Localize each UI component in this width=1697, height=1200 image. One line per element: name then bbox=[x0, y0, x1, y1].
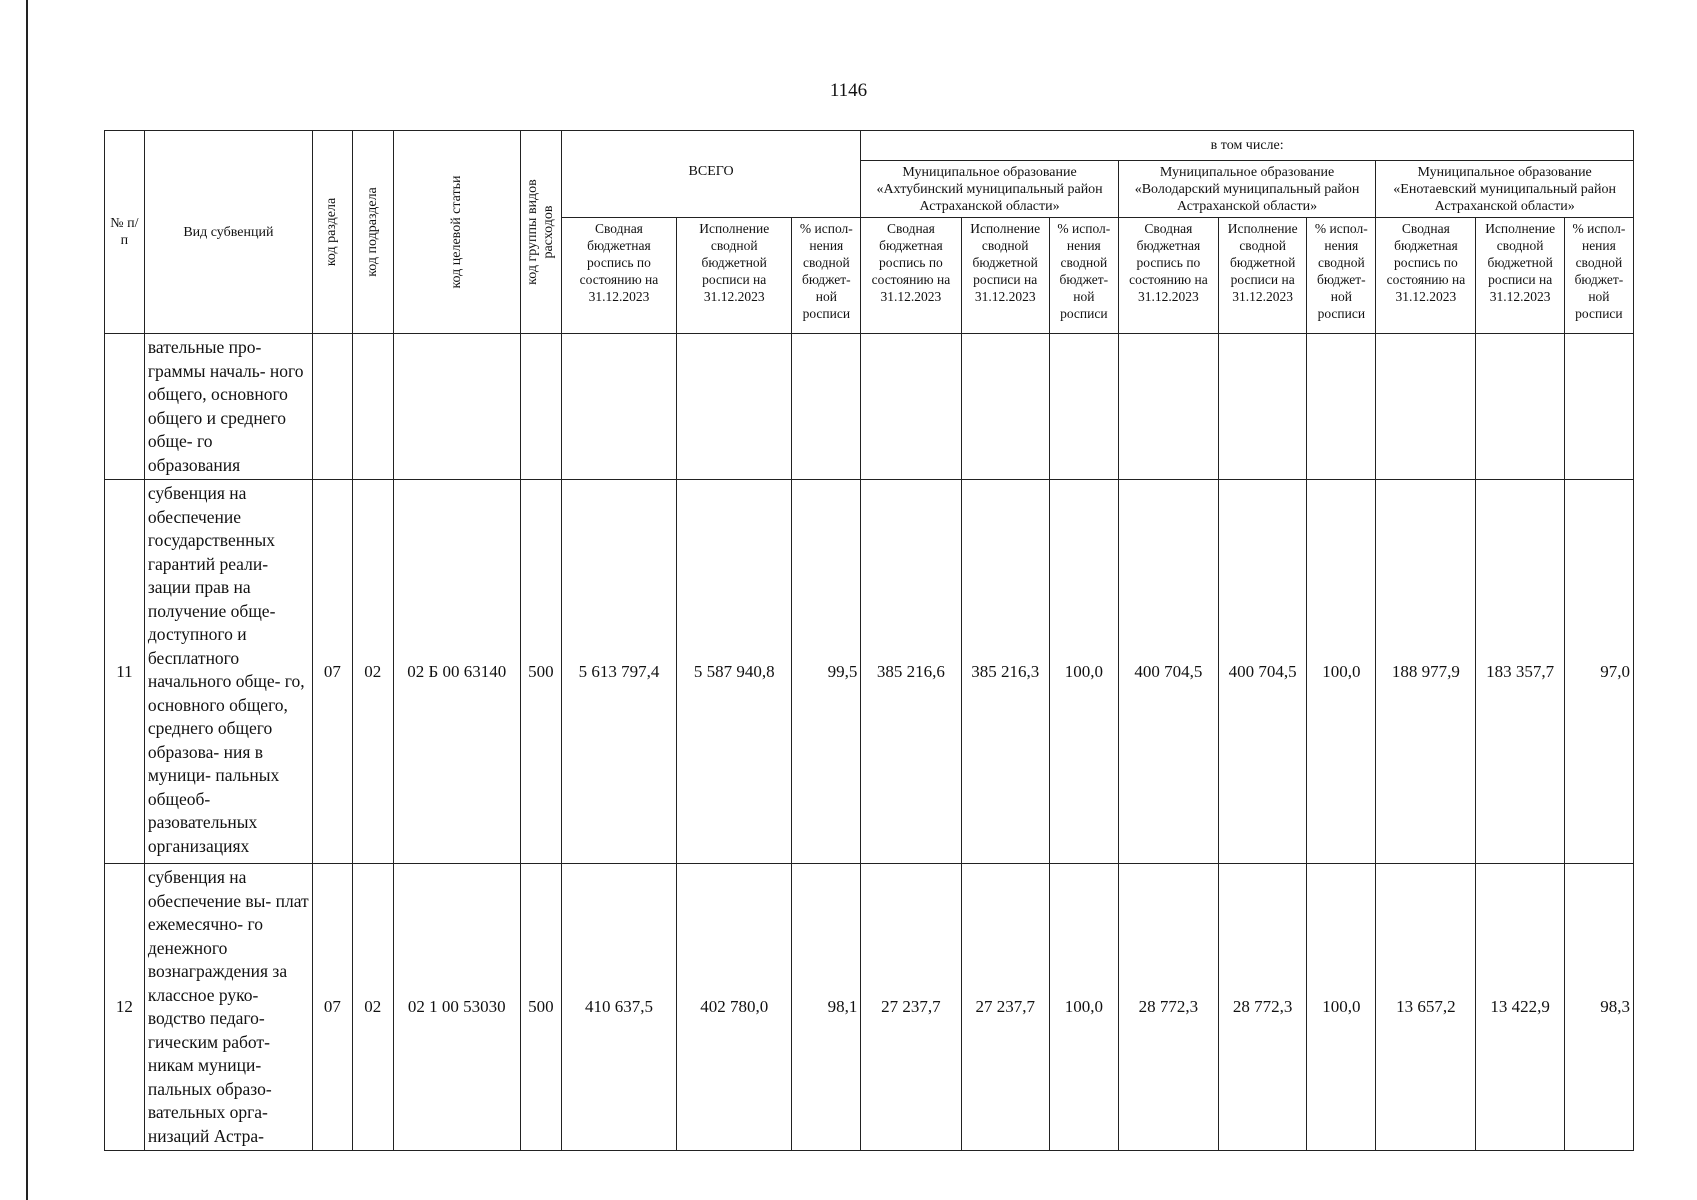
header-mo-volodarsky: Муниципальное образование «Володарский муниципальный район Астраханской области» bbox=[1118, 161, 1375, 218]
cell-m1-fact bbox=[961, 334, 1049, 480]
cell-razdel: 07 bbox=[312, 480, 352, 864]
cell-n: 12 bbox=[105, 864, 145, 1151]
cell-m2-pct: 100,0 bbox=[1307, 480, 1376, 864]
cell-total-plan bbox=[561, 334, 676, 480]
header-vid: Вид субвенций bbox=[144, 131, 312, 334]
header-kod-podrazdela: код подраздела bbox=[352, 131, 393, 334]
header-v-tom-chisle: в том числе: bbox=[861, 131, 1634, 161]
binding-line bbox=[26, 0, 28, 1200]
header-mo-enotaevsky: Муниципальное образование «Енотаевский муниципальный район Астраханской области» bbox=[1376, 161, 1634, 218]
cell-vid: субвенция на обеспечение государственных гарантий реали- зации прав на получение обще- доступного и бесплатного начального обще- го, основного общего, среднего общего образова- ния в муници- пальных общеоб- разовательных организациях bbox=[144, 480, 312, 864]
cell-m3-fact: 183 357,7 bbox=[1476, 480, 1564, 864]
header-m2-fact: Исполнение сводной бюджетной росписи на 31.12.2023 bbox=[1219, 218, 1307, 334]
cell-podrazdel: 02 bbox=[352, 480, 393, 864]
cell-m2-fact bbox=[1219, 334, 1307, 480]
cell-m3-plan: 188 977,9 bbox=[1376, 480, 1476, 864]
cell-m1-plan: 27 237,7 bbox=[861, 864, 961, 1151]
budget-table bbox=[104, 130, 1634, 1151]
cell-m2-fact: 28 772,3 bbox=[1219, 864, 1307, 1151]
cell-total-pct: 99,5 bbox=[792, 480, 861, 864]
table-row bbox=[105, 480, 1634, 864]
cell-celevaya: 02 Б 00 63140 bbox=[393, 480, 520, 864]
header-kod-gruppy: код группы видов расходов bbox=[520, 131, 561, 334]
cell-podrazdel bbox=[352, 334, 393, 480]
page-number: 1146 bbox=[829, 80, 868, 101]
header-m2-plan: Сводная бюджетная роспись по состоянию на 31.12.2023 bbox=[1118, 218, 1218, 334]
cell-m2-plan bbox=[1118, 334, 1218, 480]
cell-m2-pct: 100,0 bbox=[1307, 864, 1376, 1151]
header-m1-plan: Сводная бюджетная роспись по состоянию на 31.12.2023 bbox=[861, 218, 961, 334]
cell-m1-plan bbox=[861, 334, 961, 480]
cell-total-fact: 402 780,0 bbox=[677, 864, 792, 1151]
header-m2-pct: % испол- нения сводной бюджет- ной росписи bbox=[1307, 218, 1376, 334]
cell-m1-fact: 27 237,7 bbox=[961, 864, 1049, 1151]
cell-total-fact bbox=[677, 334, 792, 480]
cell-m3-plan: 13 657,2 bbox=[1376, 864, 1476, 1151]
header-m1-fact: Исполнение сводной бюджетной росписи на 31.12.2023 bbox=[961, 218, 1049, 334]
cell-celevaya bbox=[393, 334, 520, 480]
cell-celevaya: 02 1 00 53030 bbox=[393, 864, 520, 1151]
header-m1-pct: % испол- нения сводной бюджет- ной росписи bbox=[1049, 218, 1118, 334]
cell-total-fact: 5 587 940,8 bbox=[677, 480, 792, 864]
cell-m3-fact bbox=[1476, 334, 1564, 480]
table-row bbox=[105, 334, 1634, 480]
header-kod-celevoy-stati: код целевой статьи bbox=[393, 131, 520, 334]
header-total-plan: Сводная бюджетная роспись по состоянию на 31.12.2023 bbox=[561, 218, 676, 334]
cell-gruppa bbox=[520, 334, 561, 480]
cell-m3-pct bbox=[1564, 334, 1633, 480]
header-mo-akhtubinsky: Муниципальное образование «Ахтубинский муниципальный район Астраханской области» bbox=[861, 161, 1118, 218]
table-row bbox=[105, 864, 1634, 1151]
header-m3-fact: Исполнение сводной бюджетной росписи на 31.12.2023 bbox=[1476, 218, 1564, 334]
cell-total-plan: 5 613 797,4 bbox=[561, 480, 676, 864]
cell-gruppa: 500 bbox=[520, 864, 561, 1151]
cell-m1-pct: 100,0 bbox=[1049, 480, 1118, 864]
cell-total-pct: 98,1 bbox=[792, 864, 861, 1151]
header-total-fact: Исполнение сводной бюджетной росписи на 31.12.2023 bbox=[677, 218, 792, 334]
header-n: № п/п bbox=[105, 131, 145, 334]
cell-n bbox=[105, 334, 145, 480]
cell-total-pct bbox=[792, 334, 861, 480]
cell-m1-pct: 100,0 bbox=[1049, 864, 1118, 1151]
cell-m2-pct bbox=[1307, 334, 1376, 480]
cell-m1-fact: 385 216,3 bbox=[961, 480, 1049, 864]
cell-podrazdel: 02 bbox=[352, 864, 393, 1151]
header-m3-pct: % испол- нения сводной бюджет- ной росписи bbox=[1564, 218, 1633, 334]
cell-m1-pct bbox=[1049, 334, 1118, 480]
cell-m3-pct: 98,3 bbox=[1564, 864, 1633, 1151]
header-vsego: ВСЕГО bbox=[561, 131, 861, 218]
cell-m1-plan: 385 216,6 bbox=[861, 480, 961, 864]
cell-m3-fact: 13 422,9 bbox=[1476, 864, 1564, 1151]
cell-m2-plan: 28 772,3 bbox=[1118, 864, 1218, 1151]
cell-n: 11 bbox=[105, 480, 145, 864]
header-m3-plan: Сводная бюджетная роспись по состоянию на 31.12.2023 bbox=[1376, 218, 1476, 334]
cell-m2-plan: 400 704,5 bbox=[1118, 480, 1218, 864]
cell-razdel: 07 bbox=[312, 864, 352, 1151]
cell-vid: субвенция на обеспечение вы- плат ежемесячно- го денежного вознаграждения за классное руко- водство педаго- гическим работ- никам муници- пальных образо- вательных орга- низаций Астра- bbox=[144, 864, 312, 1151]
cell-m3-plan bbox=[1376, 334, 1476, 480]
cell-total-plan: 410 637,5 bbox=[561, 864, 676, 1151]
cell-vid: вательные про- граммы началь- ного общего, основного общего и среднего обще- го образования bbox=[144, 334, 312, 480]
header-kod-razdela: код раздела bbox=[312, 131, 352, 334]
cell-m2-fact: 400 704,5 bbox=[1219, 480, 1307, 864]
cell-gruppa: 500 bbox=[520, 480, 561, 864]
cell-razdel bbox=[312, 334, 352, 480]
cell-m3-pct: 97,0 bbox=[1564, 480, 1633, 864]
header-total-pct: % испол- нения сводной бюджет- ной росписи bbox=[792, 218, 861, 334]
